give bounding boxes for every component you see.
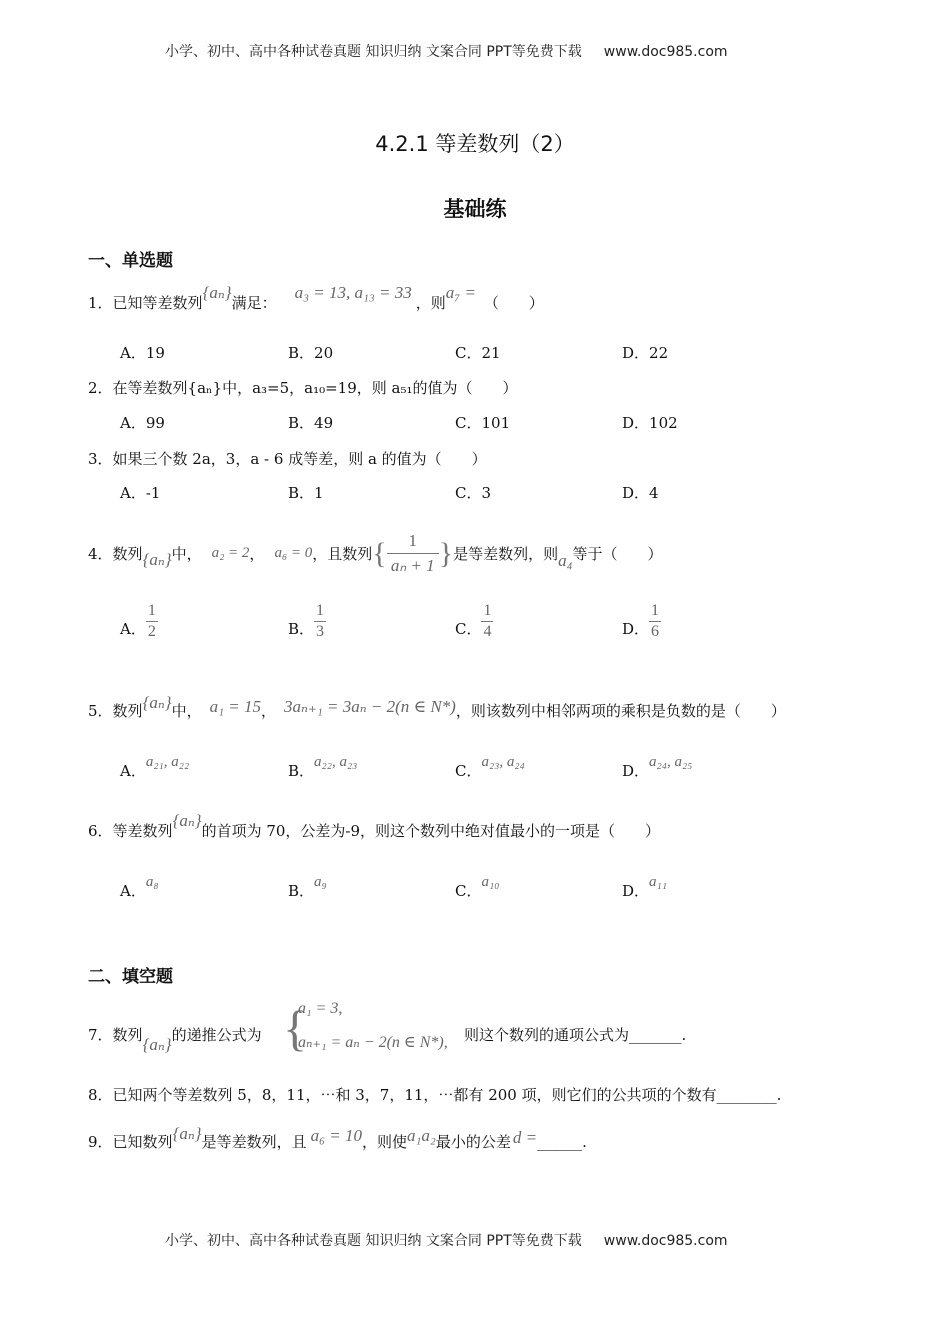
page-subtitle: 基础练: [443, 197, 507, 221]
header-text: 小学、初中、高中各种试卷真题 知识归纳 文案合同 PPT等免费下载: [165, 44, 582, 60]
q9-text4: 最小的公差: [435, 1133, 511, 1151]
q7-line2: aₙ₊₁ = aₙ − 2(n ∈ N*),: [298, 1034, 448, 1051]
page-title: 4.2.1 等差数列（2）: [375, 132, 575, 156]
q4-text4: 是等差数列，则: [453, 545, 559, 563]
q1-option-d[interactable]: D．22: [622, 344, 669, 362]
question-8: 8．已知两个等差数列 5，8，11，⋯和 3，7，11，⋯都有 200 项，则它们的公共项的个数有________.: [88, 1086, 782, 1104]
q1-paren: （ ）: [483, 294, 544, 312]
q9-seq: {aₙ}: [172, 1124, 202, 1143]
q4-text3: ，且数列: [312, 545, 373, 563]
q5-option-c[interactable]: C．a₂₃, a₂₄: [455, 754, 525, 780]
q3-option-c[interactable]: C．3: [455, 484, 492, 502]
page-header: [165, 41, 728, 61]
q1-option-a[interactable]: A．19: [120, 344, 165, 362]
q4-cond2: a₆ = 0: [274, 545, 313, 561]
q4-text: 数列: [112, 545, 143, 563]
q5-comma: ，: [260, 702, 276, 720]
q2-option-d[interactable]: D．102: [622, 414, 678, 432]
q9-text2: 是等差数列，且: [201, 1133, 307, 1151]
q5-option-a[interactable]: A．a₂₁, a₂₂: [120, 754, 190, 780]
q6-option-b[interactable]: B．a₉: [288, 874, 327, 900]
q5-cond1: a₁ = 15: [209, 697, 261, 716]
q6-number: 6．: [88, 822, 113, 840]
q6-text2: 的首项为 70，公差为-9，则这个数列中绝对值最小的一项是（ ）: [201, 822, 661, 840]
q4-text2: 中，: [171, 545, 202, 563]
q9-product: a₁a₂: [406, 1126, 436, 1145]
header-url[interactable]: www.doc985.com: [603, 44, 728, 60]
q3-option-a[interactable]: A．-1: [120, 484, 161, 502]
q4-option-d[interactable]: D． $\frac{1}{6}$: [622, 602, 660, 640]
q5-number: 5．: [88, 702, 113, 720]
q9-text3: ，则使: [361, 1133, 407, 1151]
q7-text2: 的递推公式为: [171, 1026, 262, 1044]
question-1: [88, 283, 544, 313]
q4-fraction: [387, 530, 439, 577]
page-footer: [165, 1230, 728, 1250]
q4-frac-num: 1: [408, 531, 417, 550]
q9-blank[interactable]: ______.: [537, 1133, 587, 1151]
question-2: 2．在等差数列{aₙ}中，a₃=5，a₁₀=19，则 a₅₁的值为（ ）: [88, 379, 518, 397]
q1-text2: 满足：: [231, 294, 277, 312]
q6-seq: {aₙ}: [172, 811, 202, 830]
q7-seq: {aₙ}: [142, 1035, 172, 1054]
q5-option-d[interactable]: D．a₂₄, a₂₅: [622, 754, 693, 780]
question-7: [88, 1024, 262, 1054]
q1-ask: a₇ =: [445, 283, 476, 302]
q1-text: 已知等差数列: [112, 294, 203, 312]
q2-option-c[interactable]: C．101: [455, 414, 511, 432]
q3-option-b[interactable]: B．1: [288, 484, 324, 502]
q9-d: d =: [512, 1128, 538, 1147]
q9-text: 已知数列: [112, 1133, 173, 1151]
question-6: [88, 811, 661, 841]
q4-option-b[interactable]: B． $\frac{1}{3}$: [288, 602, 325, 640]
q5-option-b[interactable]: B．a₂₂, a₂₃: [288, 754, 358, 780]
footer-text: 小学、初中、高中各种试卷真题 知识归纳 文案合同 PPT等免费下载: [165, 1233, 582, 1249]
question-3: 3．如果三个数 2a，3，a - 6 成等差，则 a 的值为（ ）: [88, 450, 487, 468]
section-single-choice: 一、单选题: [88, 251, 173, 271]
section-fill-blank: 二、填空题: [88, 967, 173, 987]
q4-tail: 等于（ ）: [572, 545, 663, 563]
q4-comma: ，: [249, 545, 265, 563]
q1-condition: a₃ = 13, a₁₃ = 33: [294, 283, 412, 302]
right-brace-icon: }: [438, 536, 454, 570]
q6-option-a[interactable]: A．a₈: [120, 874, 159, 900]
question-9: [88, 1124, 587, 1152]
q3-option-d[interactable]: D．4: [622, 484, 659, 502]
q4-seq: {aₙ}: [142, 549, 172, 569]
q5-recurrence: 3aₙ₊₁ = 3aₙ − 2(n ∈ N*): [283, 697, 456, 716]
q2-option-b[interactable]: B．49: [288, 414, 334, 432]
q6-option-c[interactable]: C．a₁₀: [455, 874, 500, 900]
q9-cond1: a₆ = 10: [310, 1126, 362, 1145]
q2-option-a[interactable]: A．99: [120, 414, 165, 432]
q5-text3: ，则该数列中相邻两项的乘积是负数的是（ ）: [455, 702, 786, 720]
q1-seq: {aₙ}: [202, 283, 232, 302]
question-4: [88, 530, 663, 577]
q4-number: 4．: [88, 545, 113, 563]
q7-number: 7．: [88, 1026, 113, 1044]
q4-ask: a₄: [558, 550, 573, 570]
q4-frac-den: aₙ + 1: [390, 556, 435, 575]
q1-option-b[interactable]: B．20: [288, 344, 334, 362]
q7-text: 数列: [112, 1026, 143, 1044]
left-brace-icon: {: [372, 536, 387, 570]
q7-line1: a₁ = 3,: [298, 1000, 343, 1017]
question-5: [88, 693, 786, 721]
q5-text2: 中，: [171, 702, 202, 720]
footer-url[interactable]: www.doc985.com: [603, 1233, 728, 1249]
system-brace-icon: {: [283, 1000, 307, 1056]
q7-text3: 则这个数列的通项公式为_______.: [464, 1026, 687, 1044]
q1-sep: ，则: [415, 294, 446, 312]
q4-option-c[interactable]: C． $\frac{1}{4}$: [455, 602, 492, 640]
q1-option-c[interactable]: C．21: [455, 344, 501, 362]
q5-text: 数列: [112, 702, 143, 720]
q1-number: 1．: [88, 294, 113, 312]
q5-seq: {aₙ}: [142, 693, 172, 712]
q6-text: 等差数列: [112, 822, 173, 840]
q9-number: 9．: [88, 1133, 113, 1151]
q4-cond1: a₂ = 2: [211, 545, 250, 561]
q6-option-d[interactable]: D．a₁₁: [622, 874, 667, 900]
q4-option-a[interactable]: A． $\frac{1}{2}$: [120, 602, 156, 640]
